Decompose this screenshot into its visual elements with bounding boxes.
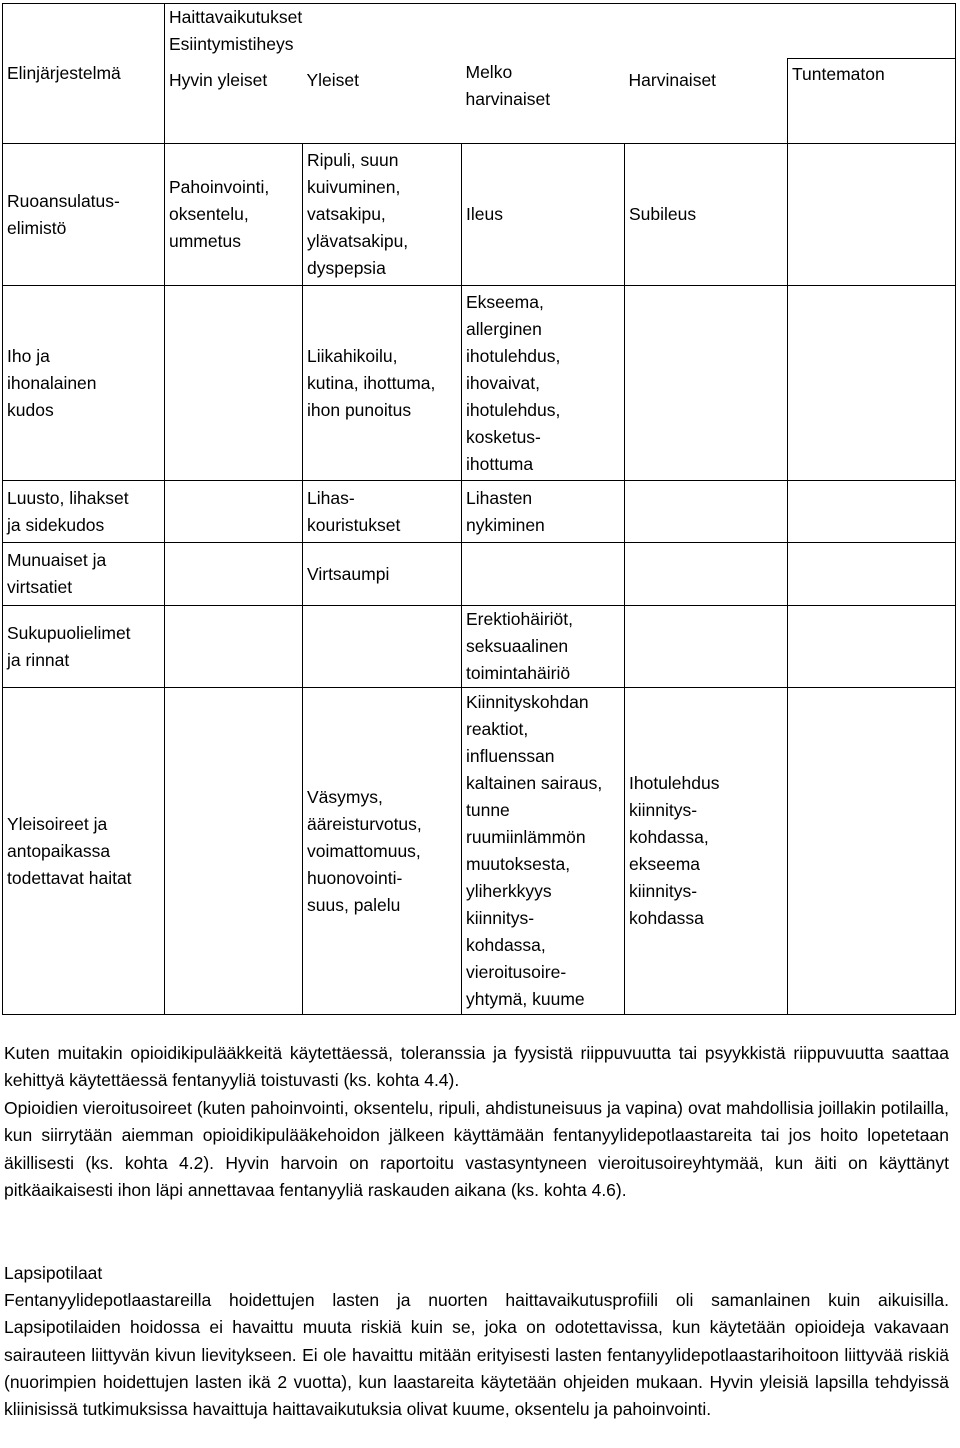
unknown-cell [788, 481, 956, 543]
organ-cell: Yleisoireet ja antopaikassa todettavat haitat [3, 688, 165, 1015]
organ-cell: Iho ja ihonalainen kudos [3, 286, 165, 481]
header-row-top [3, 4, 956, 59]
common-cell: Lihas- kouristukset [303, 481, 462, 543]
uncommon-cell: Erektiohäiriöt, seksuaalinen toimintahäiriö [462, 606, 625, 688]
uncommon-cell: Kiinnityskohdan reaktiot, influenssan kaltainen sairaus, tunne ruumiinlämmön muutoksesta, yliherkkyys kiinnitys- kohdassa, vieroitusoire- yhtymä, kuume [462, 688, 625, 1015]
common-cell: Virtsaumpi [303, 543, 462, 606]
header-caption [165, 4, 956, 59]
very-common-cell [165, 481, 303, 543]
rare-cell: Ihotulehdus kiinnitys- kohdassa, ekseema kiinnitys- kohdassa [625, 688, 788, 1015]
unknown-cell [788, 688, 956, 1015]
table-row [3, 286, 956, 481]
common-cell: Väsymys, ääreisturvotus, voimattomuus, huonovointi- suus, palelu [303, 688, 462, 1015]
very-common-cell [165, 286, 303, 481]
header-unknown: Tuntematon [788, 59, 956, 144]
rare-cell [625, 606, 788, 688]
header-very-common: Hyvin yleiset [165, 59, 303, 144]
header-organ-class: Elinjärjestelmä [3, 4, 165, 144]
unknown-cell [788, 144, 956, 286]
table-row [3, 481, 956, 543]
rare-cell: Subileus [625, 144, 788, 286]
very-common-cell [165, 688, 303, 1015]
common-cell: Liikahikoilu, kutina, ihottuma, ihon punoitus [303, 286, 462, 481]
paragraph-withdrawal: Opioidien vieroitusoireet (kuten pahoinvointi, oksentelu, ripuli, ahdistuneisuus ja vapina) ovat mahdollisia joillakin potilailla, kun siirrytään aiemman opioidikipulääkehoidon jälkeen käyttämään fentanyylidepotlaastareita tai jos hoito lopetetaan äkillisesti (ks. kohta 4.2). Hyvin harvoin on raportoitu vastasyntyneen vieroitusoireyhtymää, kun äiti on käyttänyt pitkäaikaisesti ihon läpi annettavaa fentanyyliä raskauden aikana (ks. kohta 4.6). [4, 1098, 949, 1200]
table-row [3, 144, 956, 286]
header-caption-frequency: Esiintymistiheys [169, 34, 294, 54]
header-uncommon: Melko harvinaiset [462, 59, 625, 144]
table-row [3, 688, 956, 1015]
uncommon-cell: Lihasten nykiminen [462, 481, 625, 543]
rare-cell [625, 286, 788, 481]
organ-cell: Sukupuolielimet ja rinnat [3, 606, 165, 688]
very-common-cell [165, 606, 303, 688]
adverse-effects-table [2, 3, 956, 1015]
table-row [3, 543, 956, 606]
table-row [3, 606, 956, 688]
unknown-cell [788, 286, 956, 481]
rare-cell [625, 543, 788, 606]
uncommon-cell: Ileus [462, 144, 625, 286]
unknown-cell [788, 606, 956, 688]
organ-cell: Luusto, lihakset ja sidekudos [3, 481, 165, 543]
header-caption-effects: Haittavaikutukset [169, 7, 303, 27]
organ-cell: Ruoansulatus- elimistö [3, 144, 165, 286]
section-heading-pediatric: Lapsipotilaat [4, 1263, 103, 1283]
header-rare: Harvinaiset [625, 59, 788, 144]
header-common: Yleiset [303, 59, 462, 144]
rare-cell [625, 481, 788, 543]
paragraph-tolerance: Kuten muitakin opioidikipulääkkeitä käytettäessä, toleranssia ja fyysistä riippuvuutta tai psyykkistä riippuvuutta saattaa kehittyä käytettäessä fentanyyliä toistuvasti (ks. kohta 4.4). [4, 1043, 949, 1091]
paragraph-pediatric: Fentanyylidepotlaastareilla hoidettujen lasten ja nuorten haittavaikutusprofiili oli samanlainen kuin aikuisilla. Lapsipotilaiden hoidossa ei havaittu muuta riskiä kuin se, joka on odotettavissa, kun käytetään opioideja vakavaan sairauteen liittyvän kivun lievitykseen. Ei ole havaittu mitään erityisesti lasten fentanyylidepotlaastarihoitoon liittyvää riskiä (nuorimpien hoidettujen lasten ikä 2 vuotta), kun laastareita käytetään ohjeiden mukaan. Hyvin yleisiä lapsilla tehdyissä kliinisissä tutkimuksissa havaittuja haittavaikutuksia olivat kuume, oksentelu ja pahoinvointi. [4, 1290, 949, 1420]
common-cell: Ripuli, suun kuivuminen, vatsakipu, ylävatsakipu, dyspepsia [303, 144, 462, 286]
unknown-cell [788, 543, 956, 606]
uncommon-cell [462, 543, 625, 606]
organ-cell: Munuaiset ja virtsatiet [3, 543, 165, 606]
uncommon-cell: Ekseema, allerginen ihotulehdus, ihovaivat, ihotulehdus, kosketus- ihottuma [462, 286, 625, 481]
common-cell [303, 606, 462, 688]
very-common-cell [165, 543, 303, 606]
very-common-cell: Pahoinvointi, oksentelu, ummetus [165, 144, 303, 286]
